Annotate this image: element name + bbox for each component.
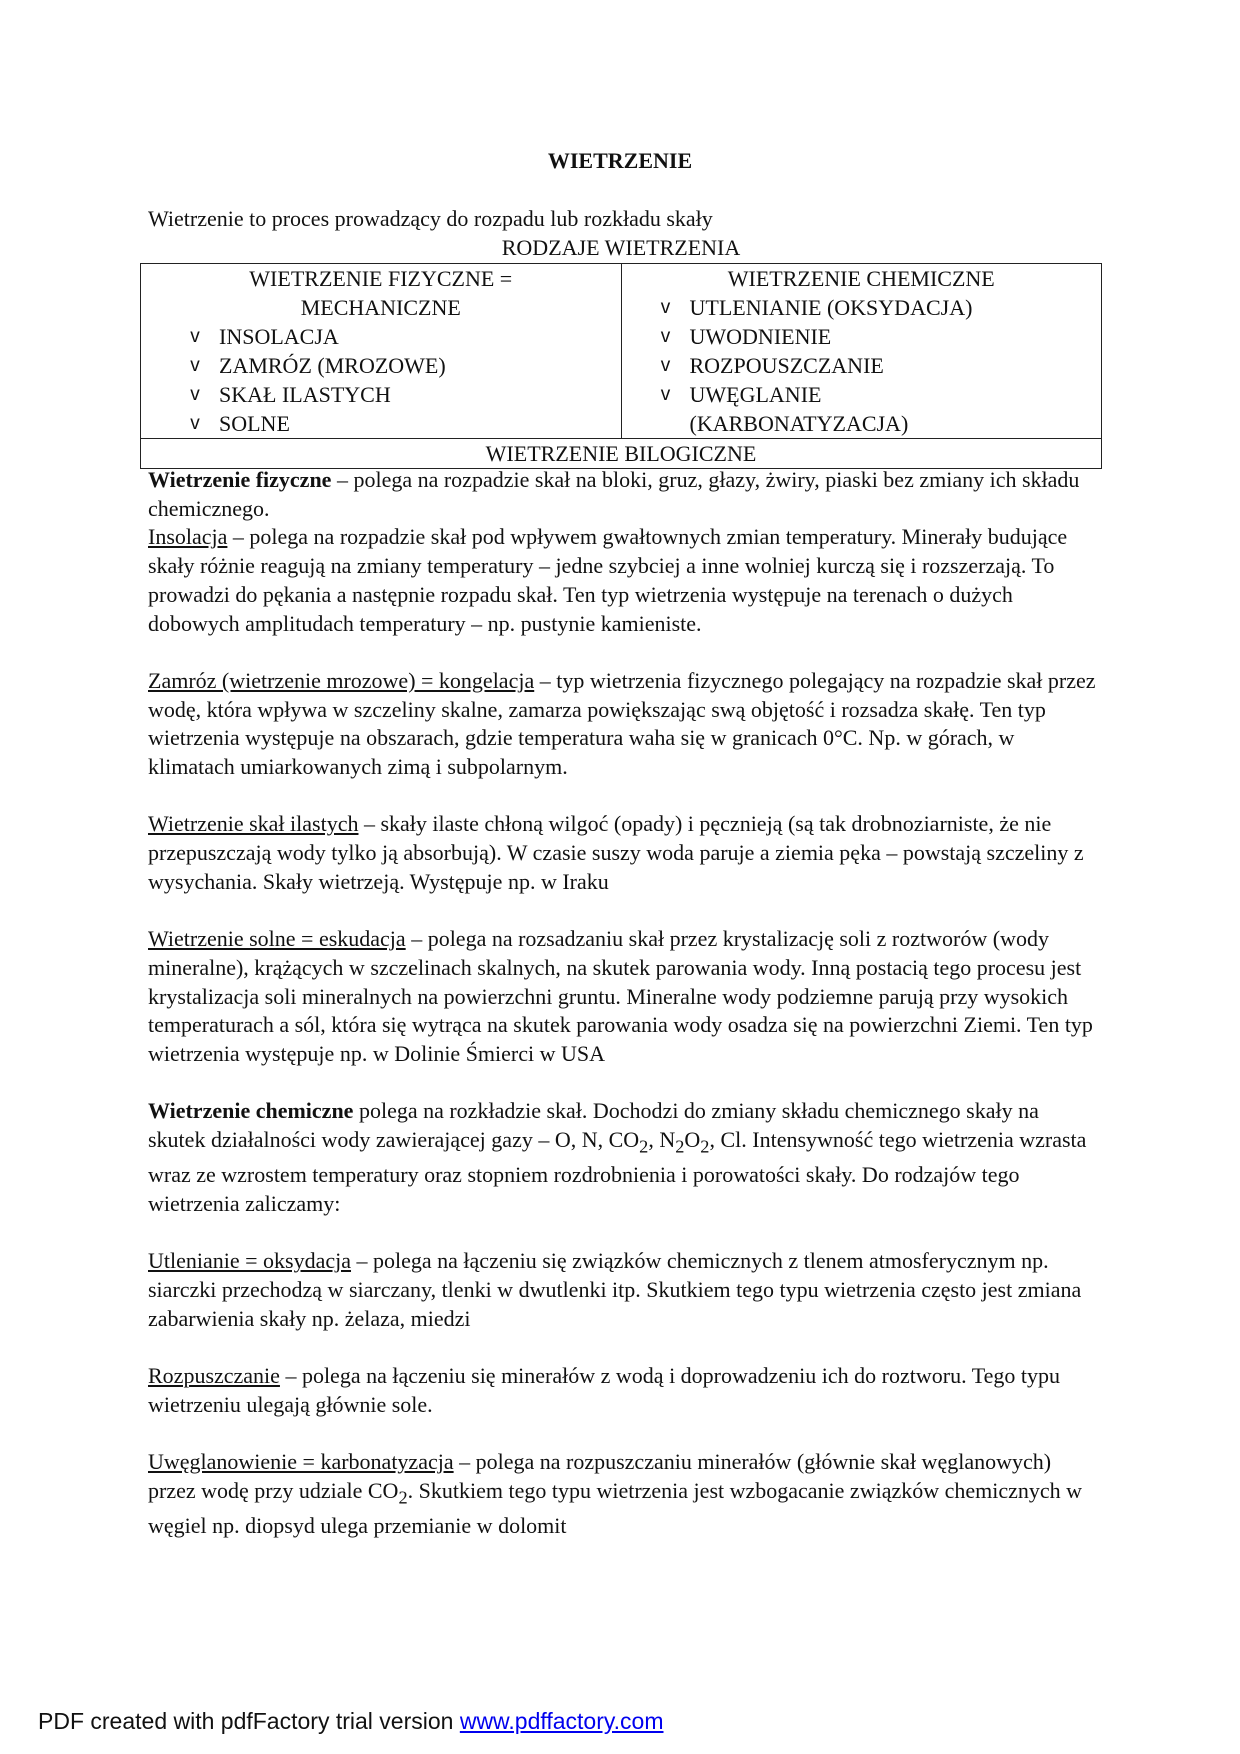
bullet-icon: v bbox=[660, 297, 671, 318]
list-item: v INSOLACJA bbox=[141, 322, 621, 351]
list-item: v SKAŁ ILASTYCH bbox=[141, 380, 621, 409]
term: Rozpuszczanie bbox=[148, 1363, 280, 1389]
bullet-icon: v bbox=[660, 355, 671, 376]
list-item: v ROZPOUSZCZANIE bbox=[622, 351, 1102, 380]
list-item-continuation: (KARBONATYZACJA) bbox=[689, 411, 909, 436]
paragraph-oxidation: Utlenianie = oksydacja – polega na łączeniu się związków chemicznych z tlenem atmosferycznym np. siarczki przechodzą w siarczany, tlenki w dwutlenki itp. Skutkiem tego typu wietrzenia często jest zmiana zabarwienia skały np. żelaza, miedzi bbox=[148, 1248, 1082, 1331]
intro-text: Wietrzenie to proces prowadzący do rozpadu lub rozkładu skały bbox=[148, 206, 713, 231]
paragraph-insolation: Insolacja – polega na rozpadzie skał pod wpływem gwałtownych zmian temperatury. Minerały budujące skały różnie reagują na zmiany temperatury – jedne szybciej a inne wolniej kurczą się i rozszerzają. To prowadzi do pękania a następnie rozpadu skał. Ten typ wietrzenia występuje na terenach o dużych dobowych amplitudach temperatury – np. pustynie kamieniste. bbox=[148, 524, 1068, 636]
bullet-icon: v bbox=[660, 326, 671, 347]
paragraph-physical: Wietrzenie fizyczne – polega na rozpadzie skał na bloki, gruz, głazy, żwiry, piaski bez zmiany ich składu chemicznego. bbox=[148, 467, 1080, 521]
chemical-heading: WIETRZENIE CHEMICZNE bbox=[727, 266, 995, 291]
chemical-column bbox=[621, 264, 1102, 439]
paragraph-clay: Wietrzenie skał ilastych – skały ilaste chłoną wilgoć (opady) i pęcznieją (są tak drobnoziarniste, że nie przepuszczają wody tylko ją absorbują). W czasie suszy woda paruje a ziemia pęka – powstają szczeliny z wysychania. Skały wietrzeją. Występuje np. w Iraku bbox=[148, 811, 1084, 894]
list-item: v UTLENIANIE (OKSYDACJA) bbox=[622, 293, 1102, 322]
bullet-icon: v bbox=[190, 384, 200, 405]
bullet-icon: v bbox=[190, 355, 200, 376]
paragraph-salt: Wietrzenie solne = eskudacja – polega na rozsadzaniu skał przez krystalizację soli z roztworów (wody mineralne), krążących w szczelinach skalnych, na skutek parowania wody. Inną postacią tego procesu jest krystalizacja soli mineralnych na powierzchni gruntu. Mineralne wody podziemne parują przy wysokich temperaturach a sól, która się wytrąca na skutek parowania wody osadza się na powierzchni Ziemi. Ten typ wietrzenia występuje np. w Dolinie Śmierci w USA bbox=[148, 926, 1093, 1067]
term: Utlenianie = oksydacja bbox=[148, 1248, 352, 1274]
list-item: v UWODNIENIE bbox=[622, 322, 1102, 351]
physical-heading-1: WIETRZENIE FIZYCZNE = bbox=[249, 266, 513, 291]
footer-link[interactable]: www.pdffactory.com bbox=[459, 1708, 664, 1734]
bullet-icon: v bbox=[190, 413, 200, 434]
list-item: v SOLNE bbox=[141, 409, 621, 438]
term: Insolacja bbox=[148, 524, 228, 550]
term: Zamróz (wietrzenie mrozowe) = kongelacja bbox=[148, 667, 535, 693]
term: Wietrzenie fizyczne bbox=[148, 467, 332, 492]
table-caption: RODZAJE WIETRZENIA bbox=[501, 235, 741, 260]
bullet-icon: v bbox=[190, 326, 200, 347]
biological-row: WIETRZENIE BILOGICZNE bbox=[141, 439, 1102, 469]
term: Uwęglanowienie = karbonatyzacja bbox=[148, 1449, 454, 1475]
pdf-footer bbox=[38, 1708, 664, 1735]
weathering-types-table bbox=[140, 263, 1102, 469]
document-body bbox=[148, 466, 1098, 1569]
physical-column bbox=[141, 264, 622, 439]
paragraph-chemical: Wietrzenie chemiczne polega na rozkładzie skał. Dochodzi do zmiany składu chemicznego skały na skutek działalności wody zawierającej gazy – O, N, $CO_2$, $N_2O_2$, Cl. Intensywność tego wietrzenia wzrasta wraz ze wzrostem temperatury oraz stopniem rozdrobnienia i porowatości skały. Do rodzajów tego wietrzenia zaliczamy: bbox=[148, 1098, 1087, 1216]
paragraph-carbonation: Uwęglanowienie = karbonatyzacja – polega na rozpuszczaniu minerałów (głównie skał węglanowych) przez wodę przy udziale $CO_2$. Skutkiem tego typu wietrzenia jest wzbogacanie związków chemicznych w węgiel np. diopsyd ulega przemianie w dolomit bbox=[148, 1449, 1083, 1538]
physical-heading-2: MECHANICZNE bbox=[300, 295, 461, 320]
term: Wietrzenie solne = eskudacja bbox=[148, 926, 406, 952]
list-item: v ZAMRÓZ (MROZOWE) bbox=[141, 351, 621, 380]
paragraph-dissolution: Rozpuszczanie – polega na łączeniu się minerałów z wodą i doprowadzeniu ich do roztworu. Tego typu wietrzeniu ulegają głównie sole. bbox=[148, 1363, 1060, 1417]
term: Wietrzenie skał ilastych bbox=[148, 811, 359, 837]
page-title: WIETRZENIE bbox=[547, 148, 693, 173]
list-item: v UWĘGLANIE bbox=[622, 380, 1102, 409]
paragraph-frost: Zamróz (wietrzenie mrozowe) = kongelacja – typ wietrzenia fizycznego polegający na rozpadzie skał przez wodę, która wpływa w szczeliny skalne, zamarza powiększając swą objętość i rozsadza skałę. Ten typ wietrzenia występuje na obszarach, gdzie temperatura waha się w granicach 0°C. Np. w górach, w klimatach umiarkowanych zimą i subpolarnym. bbox=[148, 667, 1096, 780]
term: Wietrzenie chemiczne bbox=[148, 1098, 354, 1124]
bullet-icon: v bbox=[660, 384, 671, 405]
footer-text: PDF created with pdfFactory trial version bbox=[38, 1708, 460, 1734]
